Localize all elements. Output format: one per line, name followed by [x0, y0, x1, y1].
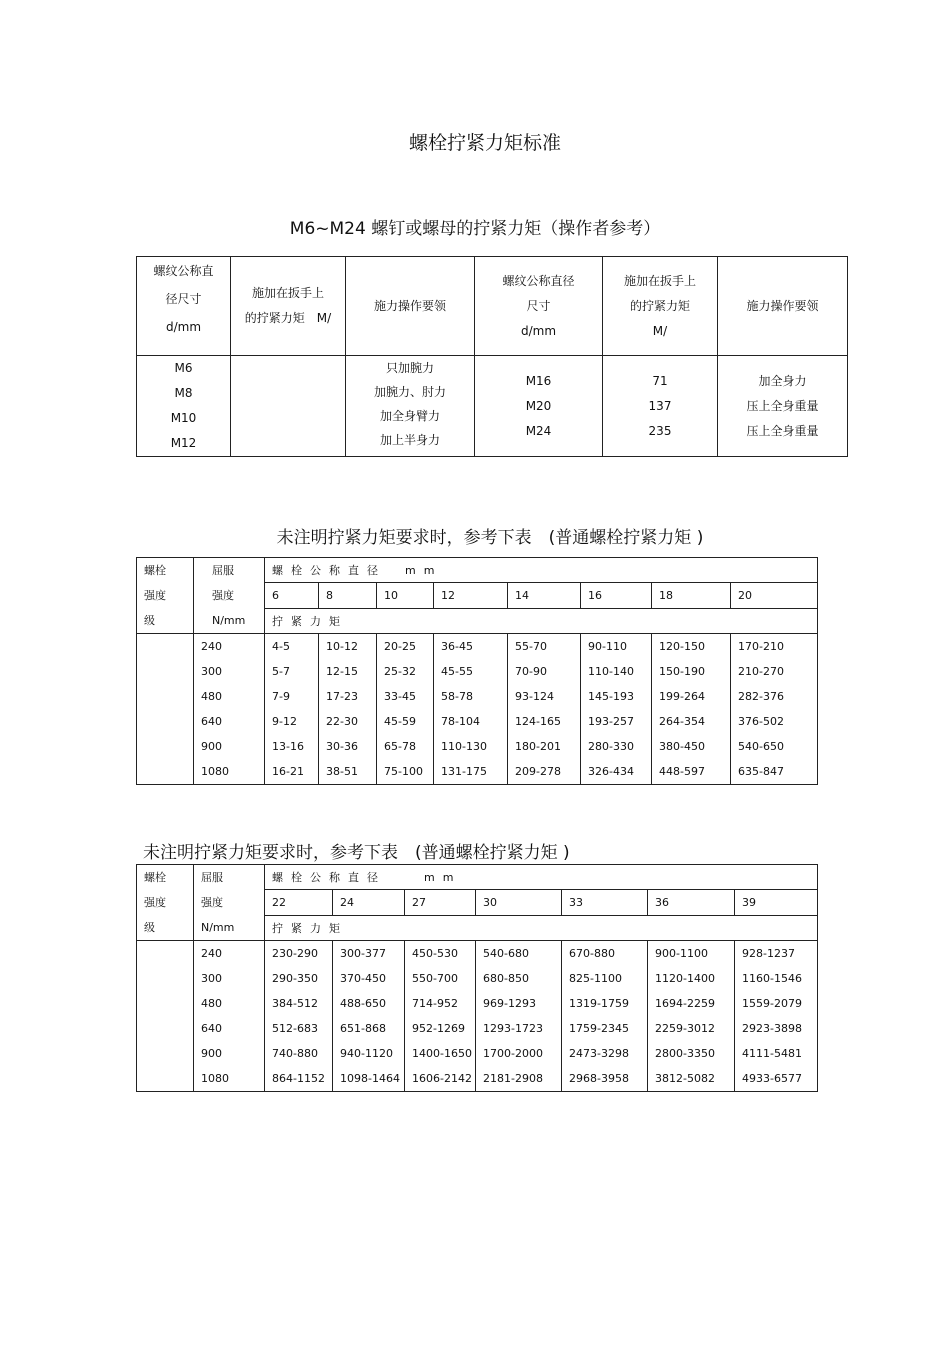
torque-value: 448-597: [659, 765, 705, 778]
torque-value: 71: [652, 373, 668, 388]
torque-value: 12-15: [326, 665, 358, 678]
torque-value: 90-110: [588, 640, 627, 653]
torque-value: 1759-2345: [569, 1022, 629, 1035]
torque-value: 2923-3898: [742, 1022, 802, 1035]
header-method: 施力操作要领: [718, 257, 848, 356]
size-value: M24: [525, 423, 552, 438]
grade-label-cell: [137, 558, 194, 634]
torque-value: 4933-6577: [742, 1072, 802, 1085]
diameter-cell: 14: [508, 583, 581, 608]
torque-value: 380-450: [659, 740, 705, 753]
method-value: 加腕力、肘力: [373, 385, 446, 399]
diameter-cell: 33: [562, 890, 648, 915]
torque-value: 170-210: [738, 640, 784, 653]
header-line: 的拧紧力矩 M/: [244, 311, 332, 325]
torque-value: 651-868: [340, 1022, 386, 1035]
torque-value: 124-165: [515, 715, 561, 728]
torque-value: 290-350: [272, 972, 318, 985]
page-title: 螺栓拧紧力矩标准: [408, 132, 561, 154]
torque-column: [648, 941, 735, 1092]
size-value: M20: [525, 398, 552, 413]
torque-value: 488-650: [340, 997, 386, 1010]
torque-value: 952-1269: [412, 1022, 465, 1035]
torque-value: 10-12: [326, 640, 358, 653]
label-line: 强度: [144, 589, 166, 602]
yield-value: 1080: [201, 765, 229, 778]
torque-value: 2800-3350: [655, 1047, 715, 1060]
grade-empty-cell: [137, 634, 194, 785]
right-torque-cell: [603, 356, 718, 457]
header-line: 施加在扳手上: [251, 286, 324, 300]
torque-value: 740-880: [272, 1047, 318, 1060]
header-line: 施加在扳手上: [623, 273, 696, 288]
torque-column: [735, 941, 818, 1092]
table-row: [137, 941, 818, 1092]
torque-value: 9-12: [272, 715, 297, 728]
label-line: 级: [144, 614, 155, 627]
diameter-header: 螺栓公称直径 mm: [265, 865, 818, 890]
header-diameter: [475, 257, 603, 356]
header-torque: [231, 257, 346, 356]
diameter-cell: 16: [581, 583, 652, 608]
header-line: 螺纹公称直: [153, 264, 214, 278]
torque-value: 1120-1400: [655, 972, 715, 985]
torque-value: 45-55: [441, 665, 473, 678]
yield-value: 640: [201, 1022, 222, 1035]
torque-value: 193-257: [588, 715, 634, 728]
torque-value: 45-59: [384, 715, 416, 728]
torque-column: [434, 634, 508, 785]
torque-value: 280-330: [588, 740, 634, 753]
diameter-cell: 22: [265, 890, 333, 915]
yield-value: 300: [201, 665, 222, 678]
bolt-torque-table-6-20: [136, 557, 818, 785]
torque-value: 58-78: [441, 690, 473, 703]
torque-value: 4-5: [272, 640, 290, 653]
torque-value: 282-376: [738, 690, 784, 703]
torque-column: [562, 941, 648, 1092]
torque-column: [265, 634, 319, 785]
yield-values-cell: [194, 634, 265, 785]
section3-heading: 未注明拧紧力矩要求时，参考下表 (普通螺栓拧紧力矩 ): [143, 843, 570, 863]
method-value: 压上全身重量: [746, 423, 819, 438]
diameter-header: 螺栓公称直径 mm: [265, 558, 818, 583]
label-line: 级: [144, 921, 155, 934]
torque-value: 131-175: [441, 765, 487, 778]
torque-value: 65-78: [384, 740, 416, 753]
header-torque: [603, 257, 718, 356]
torque-value: 30-36: [326, 740, 358, 753]
method-value: 加全身臂力: [379, 409, 440, 423]
torque-value: 2473-3298: [569, 1047, 629, 1060]
torque-header: 拧紧力矩: [265, 608, 818, 633]
diameter-cell: 12: [434, 583, 508, 608]
torque-value: 75-100: [384, 765, 423, 778]
section2-heading: 未注明拧紧力矩要求时，参考下表 (普通螺栓拧紧力矩 ): [276, 528, 704, 548]
header-method: 施力操作要领: [346, 257, 475, 356]
label-line: N/mm: [201, 921, 235, 934]
table-header-row: [137, 257, 848, 356]
diameter-cell: 20: [731, 583, 818, 608]
torque-value: 5-7: [272, 665, 290, 678]
torque-column: [319, 634, 377, 785]
yield-value: 300: [201, 972, 222, 985]
method-value: 压上全身重量: [746, 398, 819, 413]
header-line: 螺纹公称直径: [502, 273, 575, 288]
yield-value: 480: [201, 690, 222, 703]
method-value: 加全身力: [758, 373, 807, 388]
torque-value: 635-847: [738, 765, 784, 778]
grade-label-cell: [137, 865, 194, 941]
torque-value: 969-1293: [483, 997, 536, 1010]
torque-value: 7-9: [272, 690, 290, 703]
torque-value: 210-270: [738, 665, 784, 678]
table-row: [137, 356, 848, 457]
yield-value: 240: [201, 640, 222, 653]
torque-value: 4111-5481: [742, 1047, 802, 1060]
size-value: M6: [174, 361, 193, 375]
torque-column: [731, 634, 818, 785]
header-diameter: [137, 257, 231, 356]
torque-value: 1700-2000: [483, 1047, 543, 1060]
yield-value: 1080: [201, 1072, 229, 1085]
header-line: 径尺寸: [165, 292, 202, 306]
torque-value: 512-683: [272, 1022, 318, 1035]
size-value: M12: [170, 436, 197, 450]
label-line: 螺栓: [144, 871, 166, 884]
torque-value: 78-104: [441, 715, 480, 728]
torque-value: 3812-5082: [655, 1072, 715, 1085]
torque-value: 25-32: [384, 665, 416, 678]
torque-value: 93-124: [515, 690, 554, 703]
torque-value: 670-880: [569, 947, 615, 960]
torque-value: 940-1120: [340, 1047, 393, 1060]
yield-label-cell: [194, 558, 265, 634]
torque-value: 180-201: [515, 740, 561, 753]
torque-column: [377, 634, 434, 785]
torque-value: 33-45: [384, 690, 416, 703]
torque-column: [405, 941, 476, 1092]
torque-value: 230-290: [272, 947, 318, 960]
torque-column: [652, 634, 731, 785]
torque-value: 2181-2908: [483, 1072, 543, 1085]
torque-value: 1098-1464: [340, 1072, 400, 1085]
torque-value: 825-1100: [569, 972, 622, 985]
torque-value: 714-952: [412, 997, 458, 1010]
torque-value: 864-1152: [272, 1072, 325, 1085]
label-line: N/mm: [212, 614, 246, 627]
label-line: 屈服: [212, 564, 234, 577]
diameter-cell: 27: [405, 890, 476, 915]
torque-value: 370-450: [340, 972, 386, 985]
torque-value: 70-90: [515, 665, 547, 678]
torque-value: 540-650: [738, 740, 784, 753]
torque-column: [333, 941, 405, 1092]
table-header-row: [137, 865, 818, 890]
torque-value: 145-193: [588, 690, 634, 703]
diameter-cell: 36: [648, 890, 735, 915]
torque-value: 1694-2259: [655, 997, 715, 1010]
diameter-cell: 8: [319, 583, 377, 608]
torque-value: 1400-1650: [412, 1047, 472, 1060]
header-line: d/mm: [165, 320, 202, 334]
left-sizes-cell: [137, 356, 231, 457]
torque-value: 38-51: [326, 765, 358, 778]
torque-value: 2259-3012: [655, 1022, 715, 1035]
torque-value: 13-16: [272, 740, 304, 753]
size-value: M8: [174, 386, 193, 400]
table-row: [137, 634, 818, 785]
torque-value: 326-434: [588, 765, 634, 778]
left-torque-cell: [231, 356, 346, 457]
small-bolt-torque-table: [136, 256, 848, 457]
yield-value: 480: [201, 997, 222, 1010]
torque-value: 120-150: [659, 640, 705, 653]
yield-label-cell: [194, 865, 265, 941]
torque-value: 150-190: [659, 665, 705, 678]
size-value: M10: [170, 411, 197, 425]
torque-value: 110-140: [588, 665, 634, 678]
torque-value: 264-354: [659, 715, 705, 728]
yield-value: 240: [201, 947, 222, 960]
torque-column: [581, 634, 652, 785]
yield-values-cell: [194, 941, 265, 1092]
torque-column: [265, 941, 333, 1092]
torque-value: 450-530: [412, 947, 458, 960]
torque-value: 900-1100: [655, 947, 708, 960]
torque-value: 20-25: [384, 640, 416, 653]
torque-value: 110-130: [441, 740, 487, 753]
yield-value: 640: [201, 715, 222, 728]
yield-value: 900: [201, 1047, 222, 1060]
yield-value: 900: [201, 740, 222, 753]
torque-value: 137: [648, 398, 672, 413]
diameter-cell: 24: [333, 890, 405, 915]
right-sizes-cell: [475, 356, 603, 457]
method-value: 只加腕力: [385, 361, 434, 375]
right-methods-cell: [718, 356, 848, 457]
table-header-row: [137, 558, 818, 583]
header-line: d/mm: [520, 323, 557, 338]
torque-value: 376-502: [738, 715, 784, 728]
diameter-cell: 39: [735, 890, 818, 915]
label-line: 螺栓: [144, 564, 166, 577]
torque-value: 1160-1546: [742, 972, 802, 985]
torque-value: 16-21: [272, 765, 304, 778]
torque-column: [476, 941, 562, 1092]
header-line: 的拧紧力矩: [629, 298, 690, 313]
label-line: 屈服: [201, 871, 223, 884]
torque-value: 1559-2079: [742, 997, 802, 1010]
header-line: 尺寸: [526, 298, 551, 313]
torque-value: 17-23: [326, 690, 358, 703]
size-value: M16: [525, 373, 552, 388]
diameter-cell: 10: [377, 583, 434, 608]
torque-value: 928-1237: [742, 947, 795, 960]
torque-header: 拧紧力矩: [265, 915, 818, 940]
torque-value: 540-680: [483, 947, 529, 960]
section1-heading: M6~M24 螺钉或螺母的拧紧力矩（操作者参考）: [289, 219, 661, 239]
label-line: 强度: [201, 896, 223, 909]
header-line: M/: [652, 323, 668, 338]
torque-value: 2968-3958: [569, 1072, 629, 1085]
torque-value: 55-70: [515, 640, 547, 653]
torque-column: [508, 634, 581, 785]
torque-value: 1319-1759: [569, 997, 629, 1010]
torque-value: 550-700: [412, 972, 458, 985]
diameter-cell: 6: [265, 583, 319, 608]
torque-value: 36-45: [441, 640, 473, 653]
label-line: 强度: [144, 896, 166, 909]
grade-empty-cell: [137, 941, 194, 1092]
torque-value: 235: [648, 423, 672, 438]
torque-value: 680-850: [483, 972, 529, 985]
torque-value: 300-377: [340, 947, 386, 960]
method-value: 加上半身力: [379, 433, 440, 447]
torque-value: 384-512: [272, 997, 318, 1010]
label-line: 强度: [212, 589, 234, 602]
torque-value: 22-30: [326, 715, 358, 728]
torque-value: 1606-2142: [412, 1072, 472, 1085]
diameter-cell: 30: [476, 890, 562, 915]
torque-value: 199-264: [659, 690, 705, 703]
left-methods-cell: [346, 356, 475, 457]
torque-value: 209-278: [515, 765, 561, 778]
diameter-cell: 18: [652, 583, 731, 608]
bolt-torque-table-22-39: [136, 864, 818, 1092]
torque-value: 1293-1723: [483, 1022, 543, 1035]
